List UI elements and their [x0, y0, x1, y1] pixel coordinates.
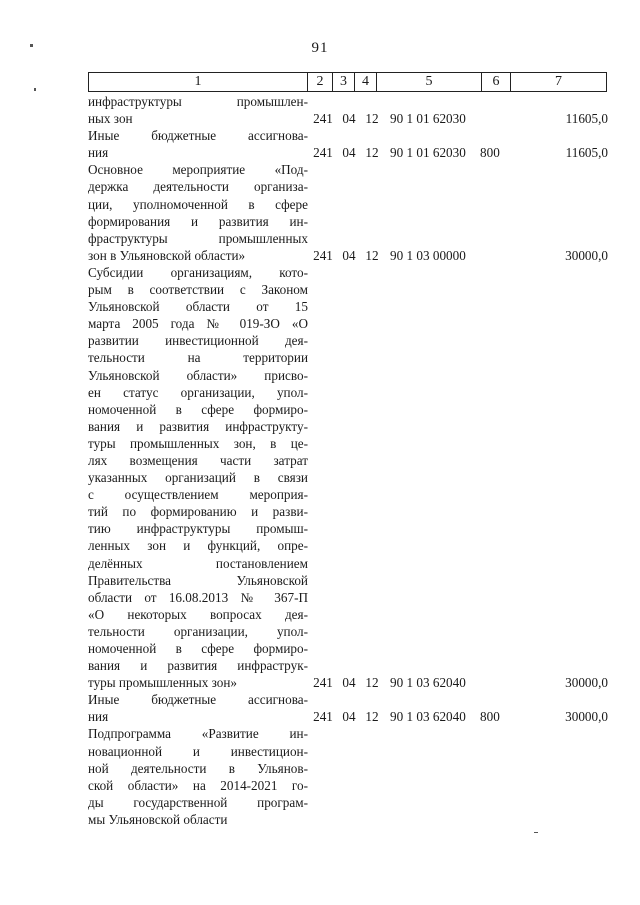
table-row [88, 264, 610, 691]
description-line: делённых постановлением [88, 555, 308, 571]
row-description [88, 725, 308, 828]
code-subsection: 12 [365, 247, 379, 263]
header-col-7: 7 [510, 73, 606, 91]
description-line: зон в Ульяновской области» [88, 247, 246, 263]
code-section: 04 [342, 145, 356, 161]
scan-mark [30, 44, 33, 47]
description-line: ской области» на 2014-2021 го- [88, 777, 308, 793]
description-line: инфраструктуры промышлен- [88, 94, 308, 109]
code-subsection: 12 [365, 675, 379, 691]
description-line: вания и развития инфраструкту- [88, 418, 308, 434]
row-description [88, 127, 308, 161]
row-description [88, 691, 308, 725]
code-subsection: 12 [365, 709, 379, 725]
amount: 30000,0 [565, 709, 608, 725]
header-col-4: 4 [354, 73, 376, 91]
row-description [88, 161, 308, 264]
description-line: фраструктуры промышленных [88, 230, 308, 246]
code-section: 04 [342, 111, 356, 127]
description-line: ной деятельности в Ульянов- [88, 760, 308, 776]
description-line: номоченной в сфере формиро- [88, 641, 308, 656]
table-row [88, 725, 610, 828]
amount: 11605,0 [565, 145, 608, 161]
code-admin: 241 [313, 247, 333, 263]
table-header [88, 72, 607, 92]
page-number: 91 [311, 40, 329, 56]
description-line: Правительства Ульяновской [88, 572, 308, 588]
amount: 11605,0 [565, 111, 608, 127]
code-admin: 241 [313, 675, 333, 691]
code-subsection: 12 [365, 145, 379, 161]
description-line: Ульяновской области от 15 [88, 299, 308, 315]
code-target-article: 90 1 01 62030 [390, 111, 466, 127]
row-description [88, 264, 308, 691]
description-line: держка деятельности организа- [88, 179, 308, 195]
description-line: Субсидии организациям, кото- [88, 264, 308, 280]
code-admin: 241 [313, 145, 333, 161]
table-row [88, 127, 610, 161]
code-target-article: 90 1 03 00000 [390, 247, 466, 263]
description-line: формирования и развития ин- [88, 213, 308, 229]
amount: 30000,0 [565, 675, 608, 691]
description-line: тельности на территории [88, 350, 308, 366]
description-line: новационной и инвестицион- [88, 743, 308, 759]
description-line: развитии инвестиционной дея- [88, 333, 308, 349]
code-target-article: 90 1 01 62030 [390, 145, 466, 161]
header-col-3: 3 [332, 73, 354, 91]
description-line: тию инфраструктуры промыш- [88, 521, 308, 537]
scan-mark [34, 88, 36, 91]
description-line: Иные бюджетные ассигнова- [88, 128, 308, 144]
description-line: Иные бюджетные ассигнова- [88, 692, 308, 708]
code-admin: 241 [313, 111, 333, 127]
description-line: туры промышленных зон» [88, 675, 237, 691]
description-line: вания и развития инфраструк- [88, 658, 308, 674]
description-line: туры промышленных зон, в це- [88, 435, 308, 451]
description-line: лях возмещения части затрат [88, 452, 308, 468]
code-target-article: 90 1 03 62040 [390, 709, 466, 725]
description-line: мы Ульяновской области [88, 811, 228, 827]
code-section: 04 [342, 709, 356, 725]
description-line: ленных зон и функций, опре- [88, 538, 308, 554]
description-line: ен статус организации, упол- [88, 384, 308, 400]
description-line: «О некоторых вопросах дея- [88, 606, 308, 622]
code-section: 04 [342, 675, 356, 691]
code-target-article: 90 1 03 62040 [390, 675, 466, 691]
code-expense-type: 800 [480, 145, 500, 161]
code-expense-type: 800 [480, 709, 500, 725]
code-subsection: 12 [365, 111, 379, 127]
header-col-2: 2 [307, 73, 332, 91]
code-section: 04 [342, 247, 356, 263]
header-col-1: 1 [194, 74, 202, 89]
description-line: ния [88, 145, 109, 161]
header-col-6: 6 [481, 73, 510, 91]
description-line: тий по формированию и разви- [88, 504, 308, 520]
description-line: ния [88, 709, 109, 725]
description-line: тельности организации, упол- [88, 623, 308, 639]
description-line: ды государственной програм- [88, 794, 308, 810]
description-line: Основное мероприятие «Под- [88, 162, 308, 178]
description-line: Ульяновской области» присво- [88, 367, 308, 383]
table-row [88, 93, 610, 127]
description-line: Подпрограмма «Развитие ин- [88, 726, 308, 742]
code-admin: 241 [313, 709, 333, 725]
description-line: указанных организаций в связи [88, 470, 308, 486]
header-col-5: 5 [376, 73, 481, 91]
description-line: марта 2005 года № 019-ЗО «О [88, 316, 308, 332]
description-line: ных зон [88, 111, 133, 127]
amount: 30000,0 [565, 247, 608, 263]
description-line: номоченной в сфере формиро- [88, 401, 308, 417]
table-row [88, 691, 610, 725]
description-line: области от 16.08.2013 № 367-П [88, 589, 308, 605]
description-line: с осуществлением мероприя- [88, 487, 308, 503]
description-line: ции, уполномоченной в сфере [88, 196, 308, 212]
table-row [88, 161, 610, 264]
row-description [88, 93, 308, 127]
description-line: рым в соответствии с Законом [88, 282, 308, 298]
scan-mark [534, 832, 538, 833]
table-body [88, 93, 610, 828]
